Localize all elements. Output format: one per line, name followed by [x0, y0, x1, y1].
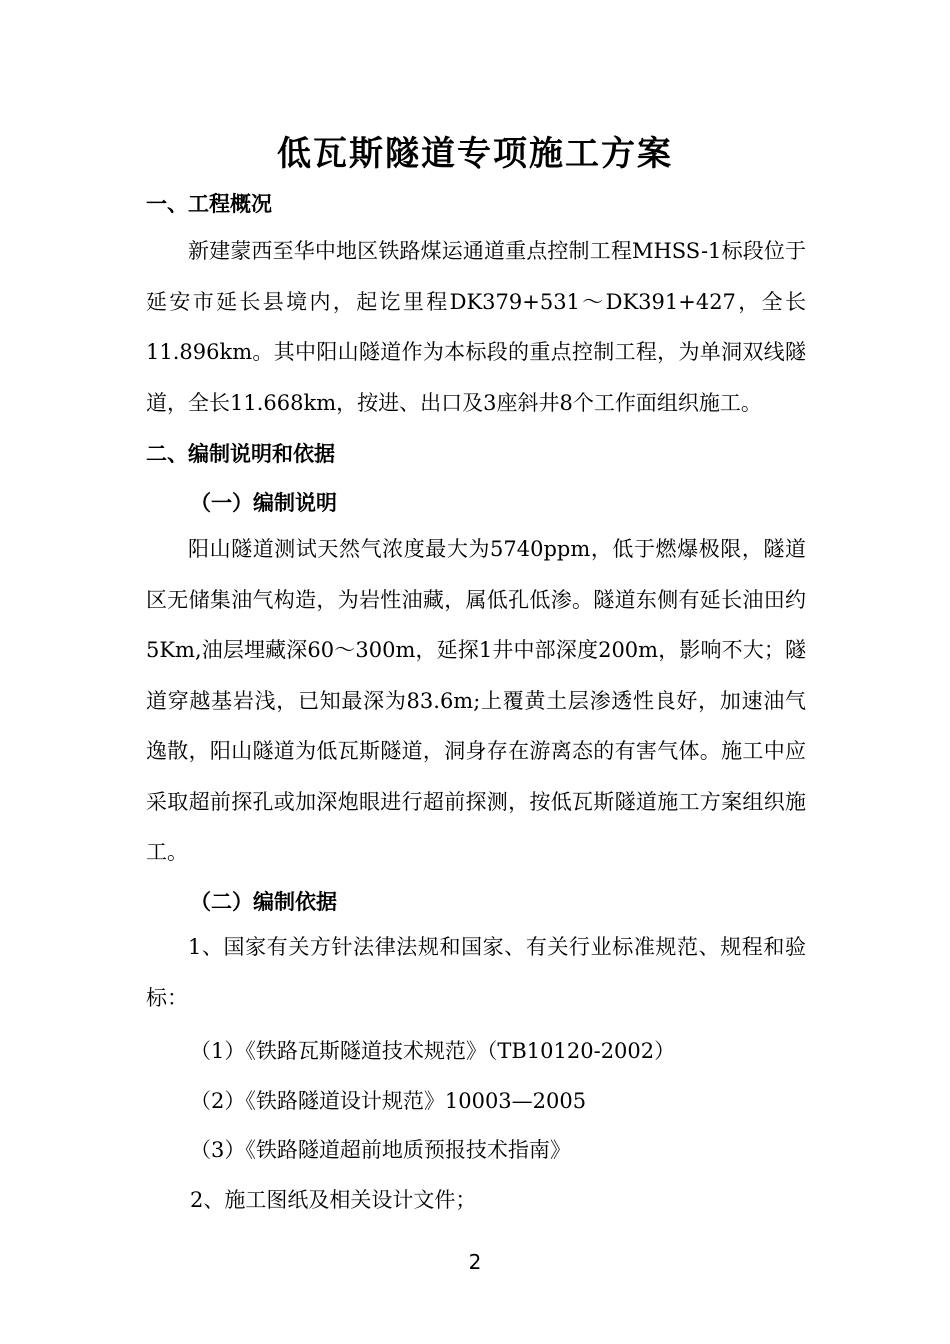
subsection-heading-description: （一）编制说明: [190, 491, 337, 515]
reference-item: （2）《铁路隧道设计规范》10003—2005: [190, 1089, 587, 1113]
references-item-1: 1、国家有关方针法律法规和国家、有关行业标准规范、规程和验标：: [146, 935, 806, 1010]
reference-item: （3）《铁路隧道超前地质预报技术指南》: [190, 1138, 571, 1162]
reference-item: （1）《铁路瓦斯隧道技术规范》（TB10120-2002）: [190, 1039, 676, 1063]
description-paragraph: 阳山隧道测试天然气浓度最大为5740ppm，低于燃爆极限，隧道区无储集油气构造，为岩性油藏，属低孔低渗。隧道东侧有延长油田约5Km,油层埋藏深60～300m，延探1井中部深度200m，影响不大；隧道穿越基岩浅，已知最深为83.6m;上覆黄土层渗透性良好，加速油气逸散，阳山隧道为低瓦斯隧道，洞身存在游离态的有害气体。施工中应采取超前探孔或加深炮眼进行超前探测，按低瓦斯隧道施工方案组织施工。: [146, 537, 806, 864]
overview-paragraph: 新建蒙西至华中地区铁路煤运通道重点控制工程MHSS-1标段位于延安市延长县境内，起讫里程DK379+531～DK391+427，全长11.896km。其中阳山隧道作为本标段的重点控制工程，为单洞双线隧道，全长11.668km，按进、出口及3座斜井8个工作面组织施工。: [146, 239, 806, 415]
document-title: 低瓦斯隧道专项施工方案: [277, 134, 673, 174]
references-item-2: 2、施工图纸及相关设计文件；: [190, 1188, 477, 1212]
section-heading-basis: 二、编制说明和依据: [146, 442, 335, 466]
page-number: 2: [468, 1250, 482, 1274]
section-heading-overview: 一、工程概况: [146, 192, 272, 216]
subsection-heading-references: （二）编制依据: [190, 890, 337, 914]
